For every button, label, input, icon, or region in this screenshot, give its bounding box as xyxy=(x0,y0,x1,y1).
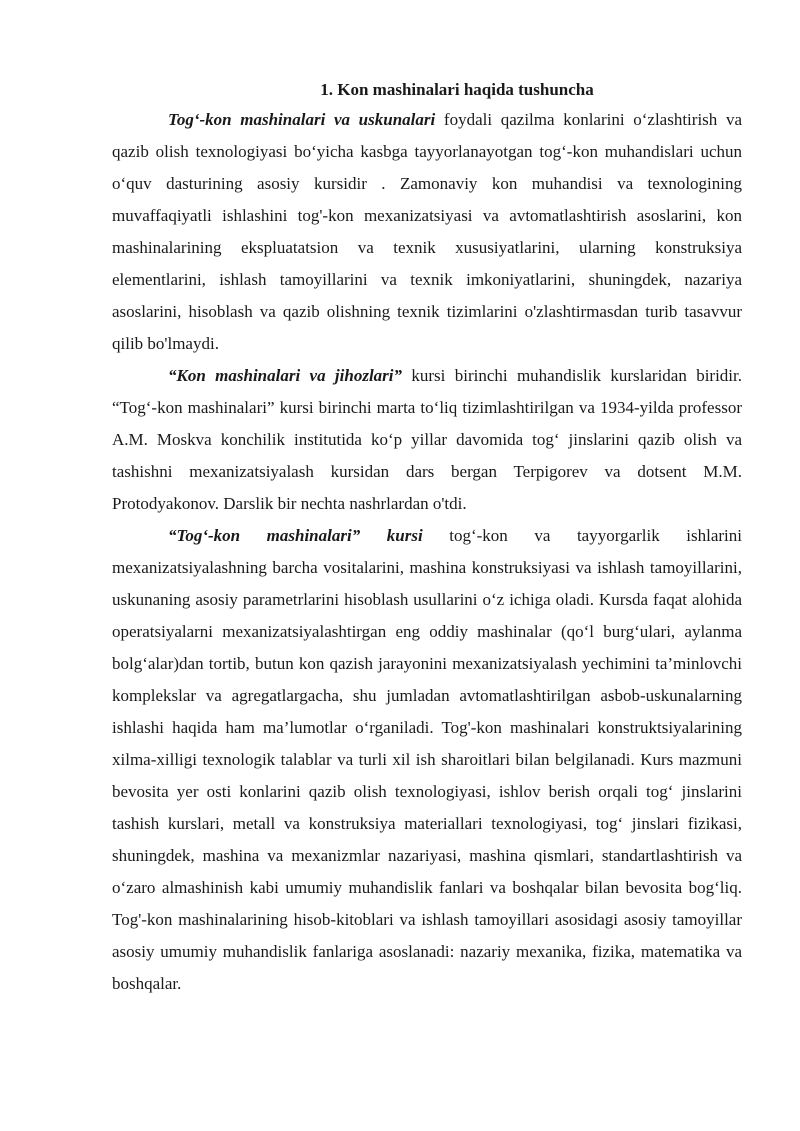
paragraph-1-lead: Tog‘-kon mashinalari va uskunalari xyxy=(168,110,436,129)
paragraph-1 xyxy=(112,104,742,360)
document-body xyxy=(112,76,742,1000)
paragraph-3-text: tog‘-kon va tayyorgarlik ishlarini mexanizatsiyalashning barcha vositalarini, mashina konstruksiyasi va ishlash tamoyillarini, uskunaning asosiy parametrlarini hisoblash usullarini o‘z ichiga oladi. Kursda faqat alohida operatsiyalarni mexanizatsiyalashtirgan eng oddiy mashinalar (qo‘l burg‘ulari, aylanma bolg‘alar)dan tortib, butun kon qazish jarayonini mexanizatsiyalash yechimini ta’minlovchi komplekslar va agregatlargacha, shu jumladan avtomatlashtirilgan asbob-uskunalarning ishlashi haqida ham ma’lumotlar o‘rganiladi. Tog'-kon mashinalari konstruktsiyalarining xilma-xilligi texnologik talablar va turli xil ish sharoitlari bilan belgilanadi. Kurs mazmuni bevosita yer osti konlarini qazib olish texnologiyasi, ishlov berish orqali tog‘ jinslarini tashish kurslari, metall va konstruksiya materiallari texnologiyasi, tog‘ jinslari fizikasi, shuningdek, mashina va mexanizmlar nazariyasi, mashina qismlari, standartlashtirish va o‘zaro almashinish kabi umumiy muhandislik fanlari va boshqalar bilan bevosita bog‘liq. Tog'-kon mashinalarining hisob-kitoblari va ishlash tamoyillari asosidagi asosiy tamoyillar asosiy umumiy muhandislik fanlariga asoslanadi: nazariy mexanika, fizika, matematika va boshqalar. xyxy=(112,526,742,993)
paragraph-3-lead: “Tog‘-kon mashinalari” kursi xyxy=(168,526,423,545)
section-title: 1. Kon mashinalari haqida tushuncha xyxy=(320,80,594,99)
paragraph-2 xyxy=(112,360,742,520)
paragraph-2-text: kursi birinchi muhandislik kurslaridan biridir. “Tog‘-kon mashinalari” kursi birinchi marta to‘liq tizimlashtirilgan va 1934-yilda professor A.M. Moskva konchilik institutida ko‘p yillar davomida tog‘ jinslarini qazib olish va tashishni mexanizatsiyalash kursidan dars bergan Terpigorev va dotsent M.M. Protodyakonov. Darslik bir nechta nashrlardan o'tdi. xyxy=(112,366,742,513)
paragraph-1-text: foydali qazilma konlarini o‘zlashtirish va qazib olish texnologiyasi bo‘yicha kasbga tayyorlanayotgan tog‘-kon muhandislari uchun o‘quv dasturining asosiy kursidir . Zamonaviy kon muhandisi va texnologining muvaffaqiyatli ishlashini tog'-kon mexanizatsiyasi va avtomatlashtirish asoslarini, kon mashinalarining ekspluatatsion va texnik xususiyatlarini, ularning konstruksiya elementlarini, ishlash tamoyillarini va texnik imkoniyatlarini, shuningdek, nazariya asoslarini, hisoblash va qazib olishning texnik tizimlarini o'zlashtirmasdan turib tasavvur qilib bo'lmaydi. xyxy=(112,110,742,353)
paragraph-3 xyxy=(112,520,742,1000)
paragraph-2-lead: “Kon mashinalari va jihozlari” xyxy=(168,366,403,385)
